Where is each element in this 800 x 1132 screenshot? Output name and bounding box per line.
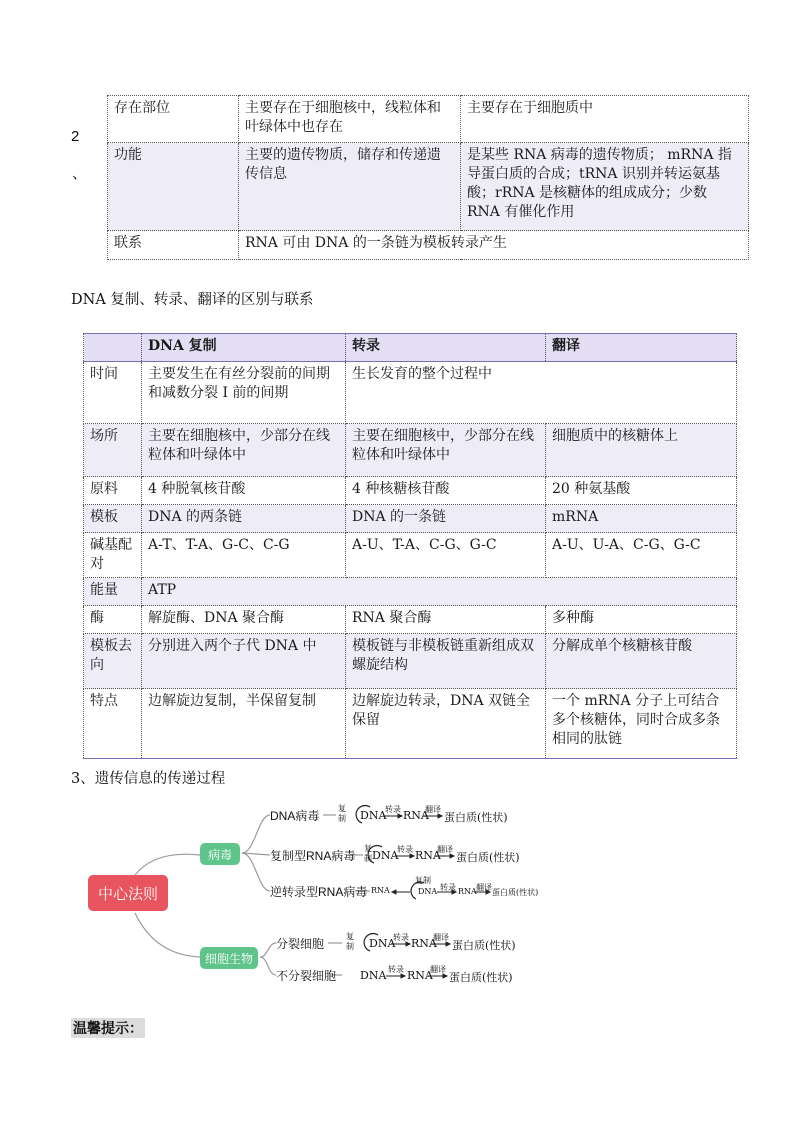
table-cell: 主要存在于细胞质中 <box>461 96 749 143</box>
row-label: 特点 <box>84 689 142 759</box>
table-cell: 主要在细胞核中，少部分在线粒体和叶绿体中 <box>142 424 346 477</box>
table-cell: 一个 mRNA 分子上可结合多个核糖体，同时合成多条相同的肽链 <box>546 689 737 759</box>
table-row <box>84 606 737 634</box>
flow-rna: RNA <box>411 937 437 950</box>
section-heading: DNA 复制、转录、翻译的区别与联系 <box>71 292 314 308</box>
flow-rna: RNA <box>407 969 433 982</box>
header-cell: 转录 <box>346 334 546 362</box>
table-row <box>84 424 737 477</box>
table-cell: A-U、T-A、C-G、G-C <box>346 533 546 578</box>
flow-rna: RNA <box>403 809 429 822</box>
flow-dna: DNA <box>360 809 387 822</box>
section-number-dot: 、 <box>72 165 88 182</box>
table-cell: 边解旋边复制，半保留复制 <box>142 689 346 759</box>
section-heading: 3、遗传信息的传递过程 <box>71 771 226 787</box>
row-label: 联系 <box>108 231 239 260</box>
branch-node-virus: 病毒 <box>200 843 240 865</box>
flow-transcribe: 转录 <box>440 883 456 892</box>
row-label: 时间 <box>84 362 142 424</box>
header-cell <box>84 334 142 362</box>
replicate-label: 复 <box>364 844 372 853</box>
central-dogma-mindmap <box>80 795 550 995</box>
flow-rna: RNA <box>458 887 477 896</box>
table-row <box>84 533 737 578</box>
table-cell: 主要的遗传物质，储存和传递遗传信息 <box>239 143 461 231</box>
flow-transcribe: 转录 <box>397 845 413 854</box>
table-cell: 解旋酶、DNA 聚合酶 <box>142 606 346 634</box>
leaf-dividing-cell: 分裂细胞 <box>276 937 325 951</box>
table-cell: RNA 聚合酶 <box>346 606 546 634</box>
replicate-label: 制 <box>364 854 372 863</box>
row-label: 场所 <box>84 424 142 477</box>
table-cell: 分别进入两个子代 DNA 中 <box>142 634 346 689</box>
flow-protein: 蛋白质(性状) <box>449 971 513 984</box>
table-row <box>108 96 749 143</box>
row-label: 模板去向 <box>84 634 142 689</box>
table-cell: A-U、U-A、C-G、G-C <box>546 533 737 578</box>
table-cell: ATP <box>142 578 737 606</box>
tip-label: 温馨提示： <box>71 1018 145 1038</box>
leaf-nondividing-cell: 不分裂细胞 <box>276 969 337 983</box>
flow-translate: 翻译 <box>430 965 446 974</box>
row-label: 存在部位 <box>108 96 239 143</box>
replicate-label: 制 <box>346 942 354 951</box>
table-cell: 多种酶 <box>546 606 737 634</box>
table-cell: 20 种氨基酸 <box>546 477 737 505</box>
table-row <box>84 477 737 505</box>
table-cell: 主要发生在有丝分裂前的间期和减数分裂 I 前的间期 <box>142 362 346 424</box>
flow-dna: DNA <box>418 887 438 896</box>
flow-dna: DNA <box>360 969 387 982</box>
table-row <box>84 634 737 689</box>
table-cell: DNA 的一条链 <box>346 505 546 533</box>
table-cell: 4 种脱氧核苷酸 <box>142 477 346 505</box>
table-cell: A-T、T-A、G-C、C-G <box>142 533 346 578</box>
table-row <box>108 143 749 231</box>
section-number: 2 <box>71 128 80 145</box>
dna-rna-comparison-table <box>107 95 749 260</box>
table-cell: 模板链与非模板链重新组成双螺旋结构 <box>346 634 546 689</box>
row-label: 碱基配对 <box>84 533 142 578</box>
root-node: 中心法则 <box>88 875 168 911</box>
table-cell: 生长发育的整个过程中 <box>346 362 737 424</box>
table-cell: 细胞质中的核糖体上 <box>546 424 737 477</box>
row-label: 模板 <box>84 505 142 533</box>
row-label: 原料 <box>84 477 142 505</box>
flow-protein: 蛋白质(性状) <box>452 939 516 952</box>
row-label: 酶 <box>84 606 142 634</box>
leaf-rna-virus: 复制型RNA病毒 <box>270 849 356 863</box>
replicate-label: 制 <box>338 814 346 823</box>
flow-transcribe: 转录 <box>393 933 409 942</box>
table-row <box>84 362 737 424</box>
table-header-row <box>84 334 737 362</box>
flow-rna: RNA <box>371 886 390 895</box>
replicate-label: 复 <box>338 804 346 813</box>
header-cell: 翻译 <box>546 334 737 362</box>
flow-dna: DNA <box>369 937 396 950</box>
replication-transcription-translation-table <box>83 333 737 759</box>
leaf-dna-virus: DNA病毒 <box>270 809 320 823</box>
flow-protein: 蛋白质(性状) <box>444 811 508 824</box>
flow-protein: 蛋白质(性状) <box>492 888 539 897</box>
table-cell: 主要在细胞核中，少部分在线粒体和叶绿体中 <box>346 424 546 477</box>
flow-rna: DNA <box>372 849 399 862</box>
flow-protein: 蛋白质(性状) <box>456 851 520 864</box>
flow-transcribe: 转录 <box>385 805 401 814</box>
table-row <box>84 689 737 759</box>
table-cell: 主要存在于细胞核中，线粒体和叶绿体中也存在 <box>239 96 461 143</box>
leaf-retro-virus: 逆转录型RNA病毒 <box>270 885 368 899</box>
flow-translate: 翻译 <box>476 883 492 892</box>
table-cell: 是某些 RNA 病毒的遗传物质； mRNA 指导蛋白质的合成；tRNA 识别并转运氨基酸；rRNA 是核糖体的组成成分；少数 RNA 有催化作用 <box>461 143 749 231</box>
table-cell: 边解旋边转录，DNA 双链全保留 <box>346 689 546 759</box>
table-cell: RNA 可由 DNA 的一条链为模板转录产生 <box>239 231 749 260</box>
table-cell: DNA 的两条链 <box>142 505 346 533</box>
row-label: 能量 <box>84 578 142 606</box>
row-label: 功能 <box>108 143 239 231</box>
flow-rna: RNA <box>415 849 441 862</box>
header-cell: DNA 复制 <box>142 334 346 362</box>
table-cell: 4 种核糖核苷酸 <box>346 477 546 505</box>
flow-translate: 翻译 <box>437 845 453 854</box>
table-cell: 分解成单个核糖核苷酸 <box>546 634 737 689</box>
table-row <box>108 231 749 260</box>
flow-translate: 翻译 <box>425 805 441 814</box>
flow-transcribe: 转录 <box>388 965 404 974</box>
table-row <box>84 505 737 533</box>
replicate-label: 复 <box>346 932 354 941</box>
replicate-label: 复制 <box>415 876 431 885</box>
branch-node-cell: 细胞生物 <box>200 947 258 969</box>
table-cell: mRNA <box>546 505 737 533</box>
table-row <box>84 578 737 606</box>
flow-translate: 翻译 <box>433 933 449 942</box>
